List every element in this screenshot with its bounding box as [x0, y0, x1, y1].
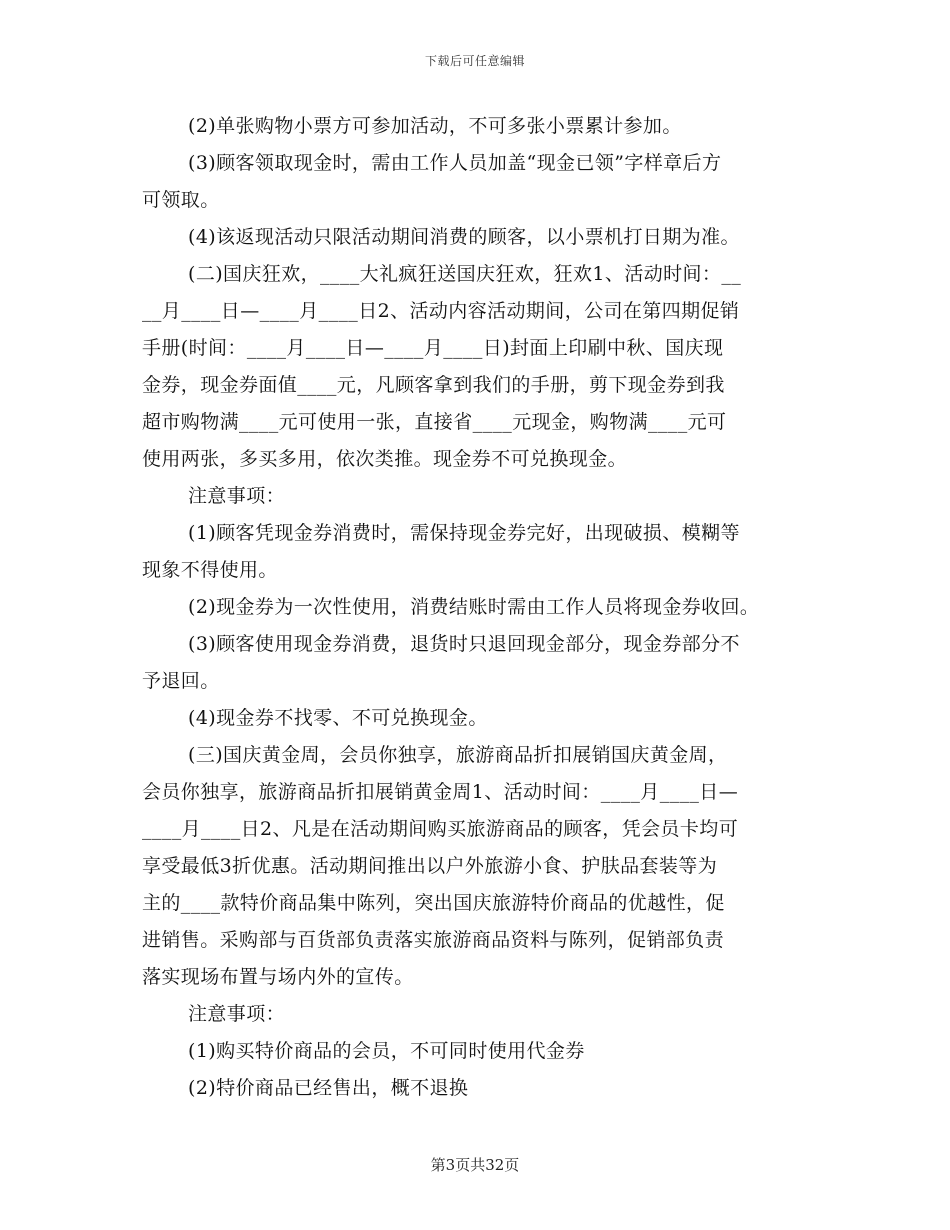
- text-line: (3)顾客使用现金券消费，退货时只退回现金部分，现金券部分不: [188, 633, 740, 655]
- page-footer: 第3页共32页: [430, 1156, 520, 1174]
- text-line: 注意事项：: [188, 485, 286, 507]
- document-body: [142, 108, 812, 1107]
- text-line: (3)顾客领取现金时，需由工作人员加盖“现金已领”字样章后方: [188, 152, 722, 174]
- text-line: 可领取。: [142, 189, 220, 211]
- text-line: __月____日—____月____日2、活动内容活动期间，公司在第四期促销: [142, 300, 740, 322]
- page-header: 下载后可任意编辑: [424, 54, 525, 68]
- text-line: 主的____款特价商品集中陈列，突出国庆旅游特价商品的优越性，促: [142, 892, 725, 914]
- text-line: 进销售。采购部与百货部负责落实旅游商品资料与陈列，促销部负责: [142, 929, 725, 951]
- text-line: ____月____日2、凡是在活动期间购买旅游商品的顾客，凭会员卡均可: [142, 818, 739, 840]
- text-line: (2)单张购物小票方可参加活动，不可多张小票累计参加。: [188, 115, 682, 137]
- text-line: 享受最低3折优惠。活动期间推出以户外旅游小食、护肤品套装等为: [142, 855, 718, 877]
- text-line: (4)该返现活动只限活动期间消费的顾客，以小票机打日期为准。: [188, 226, 740, 248]
- text-line: 金券，现金券面值____元，凡顾客拿到我们的手册，剪下现金券到我: [142, 374, 725, 396]
- text-line: (二)国庆狂欢，____大礼疯狂送国庆狂欢，狂欢1、活动时间：__: [188, 263, 742, 285]
- text-line: 使用两张，多买多用，依次类推。现金券不可兑换现金。: [142, 448, 628, 470]
- text-line: (4)现金券不找零、不可兑换现金。: [188, 707, 488, 729]
- text-line: (2)特价商品已经售出，概不退换: [188, 1077, 469, 1099]
- text-line: (1)顾客凭现金券消费时，需保持现金券完好，出现破损、模糊等: [188, 522, 740, 544]
- text-line: (2)现金券为一次性使用，消费结账时需由工作人员将现金券收回。: [188, 596, 760, 618]
- text-line: 现象不得使用。: [142, 559, 278, 581]
- text-line: 予退回。: [142, 670, 220, 692]
- text-line: (三)国庆黄金周，会员你独享，旅游商品折扣展销国庆黄金周，: [188, 744, 728, 766]
- text-line: 会员你独享，旅游商品折扣展销黄金周1、活动时间：____月____日—: [142, 781, 739, 803]
- text-line: 注意事项：: [188, 1003, 286, 1025]
- text-line: 超市购物满____元可使用一张，直接省____元现金，购物满____元可: [142, 411, 727, 433]
- text-line: 手册(时间：____月____日—____月____日)封面上印刷中秋、国庆现: [142, 337, 724, 359]
- text-line: 落实现场布置与场内外的宣传。: [142, 966, 414, 988]
- text-line: (1)购买特价商品的会员，不可同时使用代金券: [188, 1040, 585, 1062]
